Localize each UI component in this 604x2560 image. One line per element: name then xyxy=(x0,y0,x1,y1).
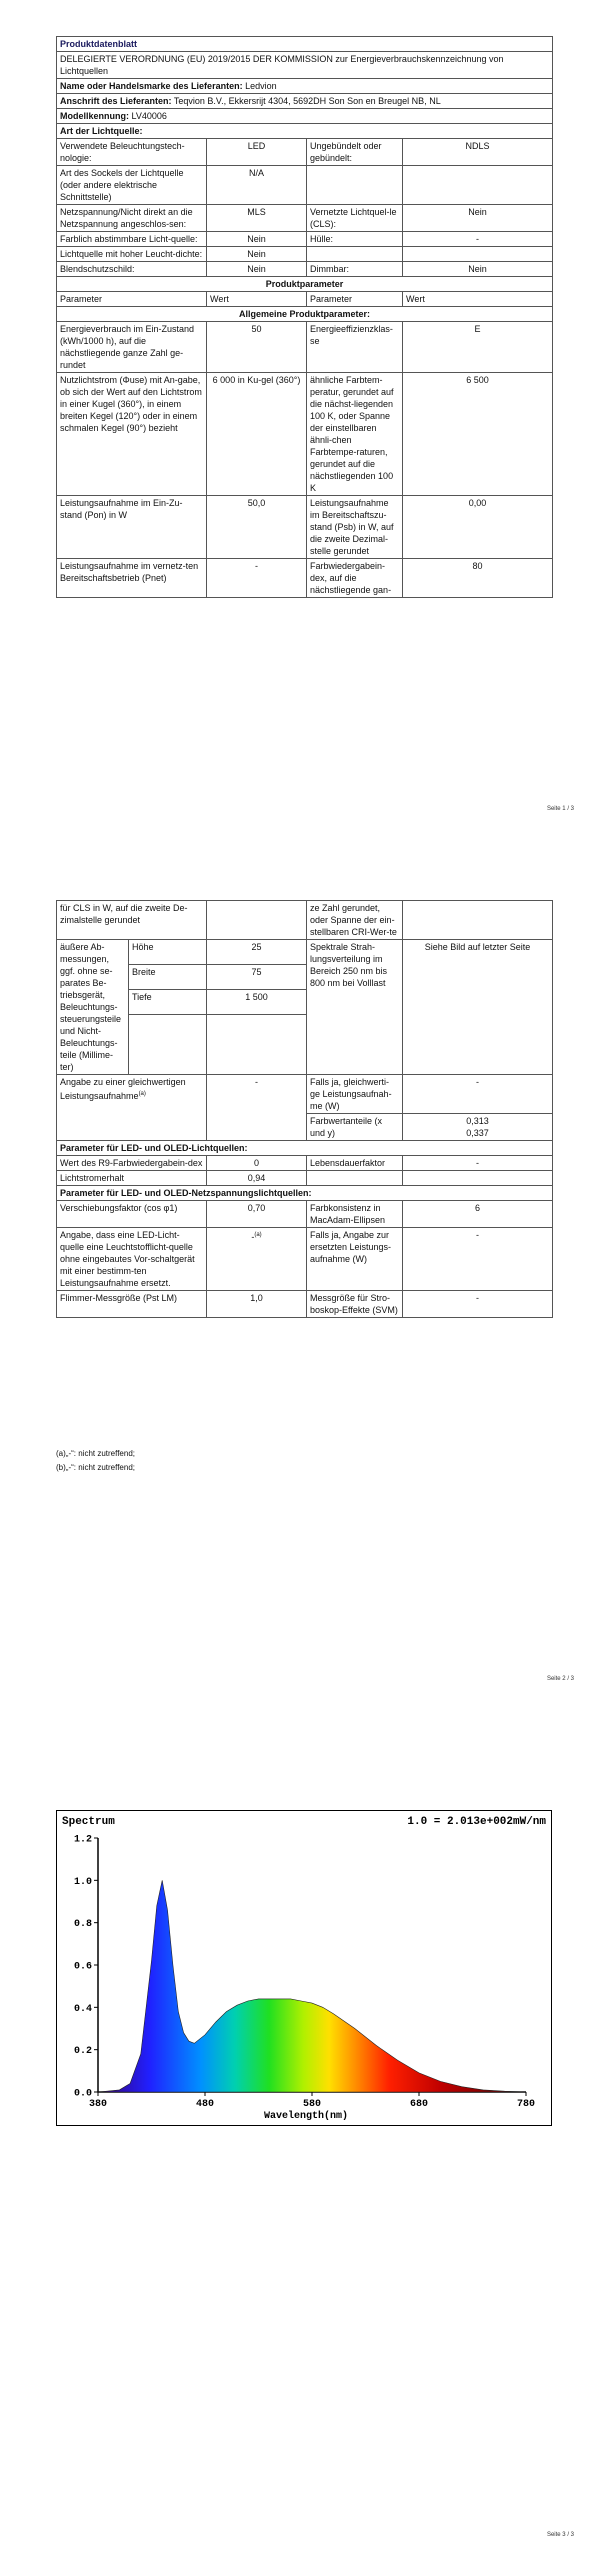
dpf-value: 0,70 xyxy=(207,1201,307,1228)
param-value: 80 xyxy=(403,559,553,598)
supplier-name-label: Name oder Handelsmarke des Lieferanten: xyxy=(60,81,243,91)
life-label: Lebensdauerfaktor xyxy=(307,1156,403,1171)
page-number-2: Seite 2 / 3 xyxy=(546,1676,574,1682)
y-tick-label: 0.2 xyxy=(73,2046,92,2058)
dim-value: 25 xyxy=(207,940,307,965)
life-value: - xyxy=(403,1156,553,1171)
chart-title: Spectrum xyxy=(62,1816,115,1828)
table-row xyxy=(57,1171,553,1186)
x-tick-label: 680 xyxy=(409,2099,429,2110)
y-tick-label: 1.0 xyxy=(73,1876,92,1888)
x-axis-label: Wavelength(nm) xyxy=(263,2111,349,2122)
table-row xyxy=(57,166,553,205)
table-row xyxy=(57,901,553,940)
regulation-text: DELEGIERTE VERORDNUNG (EU) 2019/2015 DER KOMMISSION zur Energieverbrauchskennzeichnung von Lichtquellen xyxy=(57,52,553,79)
fluo-label: Angabe, dass eine LED-Licht-quelle eine Leuchtstofflicht-quelle ohne eingebautes Vor-schaltgerät mit einer bestimm-ten Leistungsaufnahme ersetzt. xyxy=(57,1228,207,1291)
page-1 xyxy=(0,36,553,598)
x-tick-label: 580 xyxy=(302,2099,322,2110)
param-value: 6 000 in Ku-gel (360°) xyxy=(207,373,307,496)
model-label: Modellkennung: xyxy=(60,111,129,121)
param-label: Leistungsaufnahme im vernetz-ten Bereitschaftsbetrieb (Pnet) xyxy=(57,559,207,598)
param-label: ähnliche Farbtem-peratur, gerundet auf die nächst-liegenden 100 K, oder Spanne der einstellbaren ähnli-chen Farbtempe-raturen, gerundet auf die nächstliegenden 100 K xyxy=(307,373,403,496)
fluo-value xyxy=(207,1228,307,1291)
table-row xyxy=(57,1201,553,1228)
equiv-label-text: Angabe zu einer gleichwertigen Leistungsaufnahme xyxy=(60,1077,186,1101)
flicker-value: 1,0 xyxy=(207,1291,307,1318)
param-label: Energieverbrauch im Ein-Zustand (kWh/1000 h), auf die nächstliegende ganze Zahl ge-rundet xyxy=(57,322,207,373)
continued-label-2: ze Zahl gerundet, oder Spanne der ein-stellbaren CRI-Wer-te xyxy=(307,901,403,940)
row-value: Nein xyxy=(207,247,307,262)
r9-value: 0 xyxy=(207,1156,307,1171)
footnote-marker: (a) xyxy=(138,1091,146,1097)
row-label: Netzspannung/Nicht direkt an die Netzspannung angeschlos-sen: xyxy=(57,205,207,232)
row-label: Vernetzte Lichtquel-le (CLS): xyxy=(307,205,403,232)
macadam-label: Farbkonsistenz in MacAdam-Ellipsen xyxy=(307,1201,403,1228)
equiv-value: - xyxy=(207,1075,307,1141)
param-value: 50,0 xyxy=(207,496,307,559)
row-value: LED xyxy=(207,139,307,166)
maint-value: 0,94 xyxy=(207,1171,307,1186)
dim-empty-value xyxy=(207,1015,307,1075)
table-row xyxy=(57,205,553,232)
param-value: 0,00 xyxy=(403,496,553,559)
page-number-3: Seite 3 / 3 xyxy=(546,2532,574,2538)
chroma-x: 0,313 xyxy=(466,1116,489,1126)
spectral-label: Spektrale Strah-lungsverteilung im Bereich 250 nm bis 800 nm bei Volllast xyxy=(307,940,403,1075)
cwr-value: - xyxy=(403,1075,553,1114)
param-label: Energieeffizienzklas-se xyxy=(307,322,403,373)
row-label xyxy=(307,247,403,262)
macadam-value: 6 xyxy=(403,1201,553,1228)
supplier-address-row xyxy=(57,94,553,109)
column-header: Parameter xyxy=(57,292,207,307)
row-value: - xyxy=(403,232,553,247)
supplier-address: Teqvion B.V., Ekkersrijt 4304, 5692DH Son Son en Breugel NB, NL xyxy=(173,96,441,106)
param-value: - xyxy=(207,559,307,598)
y-tick-label: 0.8 xyxy=(73,1919,92,1931)
datasheet-table-2 xyxy=(56,900,553,1318)
table-row xyxy=(57,1156,553,1171)
model-row xyxy=(57,109,553,124)
param-value: E xyxy=(403,322,553,373)
row-value xyxy=(403,247,553,262)
header-row xyxy=(57,292,553,307)
table-row xyxy=(57,322,553,373)
continued-label: für CLS in W, auf die zweite De-zimalstelle gerundet xyxy=(57,901,207,940)
row-label: Verwendete Beleuchtungstech-nologie: xyxy=(57,139,207,166)
page-number-1: Seite 1 / 3 xyxy=(546,806,574,812)
column-header: Wert xyxy=(403,292,553,307)
param-label: Leistungsaufnahme im Ein-Zu-stand (Pon) in W xyxy=(57,496,207,559)
row-value: Nein xyxy=(207,232,307,247)
row-label: Ungebündelt oder gebündelt: xyxy=(307,139,403,166)
continued-value xyxy=(207,901,307,940)
row-label: Blendschutzschild: xyxy=(57,262,207,277)
supplier-name-row xyxy=(57,79,553,94)
dimensions-label: äußere Ab-messungen, ggf. ohne se-parates Be-triebsgerät, Beleuchtungs-steuerungsteile und Nicht-Beleuchtungs-teile (Millime-ter) xyxy=(57,940,129,1075)
table-row xyxy=(57,496,553,559)
page-2 xyxy=(0,900,553,1318)
chroma-y: 0,337 xyxy=(466,1128,489,1138)
dim-name: Tiefe xyxy=(129,990,207,1015)
flicker-label: Flimmer-Messgröße (Pst LM) xyxy=(57,1291,207,1318)
dim-value: 75 xyxy=(207,965,307,990)
dim-value: 1 500 xyxy=(207,990,307,1015)
y-tick-label: 0.6 xyxy=(73,1961,92,1973)
table-row xyxy=(57,373,553,496)
row-label: Art des Sockels der Lichtquelle (oder andere elektrische Schnittstelle) xyxy=(57,166,207,205)
y-tick-label: 1.2 xyxy=(73,1834,92,1846)
fluo-power-value: - xyxy=(403,1228,553,1291)
empty-cell xyxy=(403,1171,553,1186)
led-oled-heading: Parameter für LED- und OLED-Lichtquellen: xyxy=(57,1141,553,1156)
table-row xyxy=(57,1228,553,1291)
mains-heading: Parameter für LED- und OLED-Netzspannungslichtquellen: xyxy=(57,1186,553,1201)
spectral-value: Siehe Bild auf letzter Seite xyxy=(403,940,553,1075)
row-value: NDLS xyxy=(403,139,553,166)
spectrum-svg xyxy=(56,1810,552,2126)
table-row xyxy=(57,559,553,598)
x-tick-label: 780 xyxy=(516,2099,536,2110)
row-label: Farblich abstimmbare Licht-quelle: xyxy=(57,232,207,247)
table-row xyxy=(57,262,553,277)
r9-label: Wert des R9-Farbwiedergabein-dex xyxy=(57,1156,207,1171)
row-label: Dimmbar: xyxy=(307,262,403,277)
row-value xyxy=(403,166,553,205)
table-row xyxy=(57,139,553,166)
produktparameter-heading: Produktparameter xyxy=(57,277,553,292)
spectrum-chart xyxy=(56,1810,552,2126)
footnote-b: (b)„-“: nicht zutreffend; xyxy=(56,1463,135,1472)
dim-empty xyxy=(129,1015,207,1075)
dim-name: Höhe xyxy=(129,940,207,965)
dim-name: Breite xyxy=(129,965,207,990)
table-row xyxy=(57,247,553,262)
table-row xyxy=(57,1075,553,1114)
y-tick-label: 0.4 xyxy=(73,2003,92,2015)
table-row xyxy=(57,940,553,965)
footnote-a: (a)„-“: nicht zutreffend; xyxy=(56,1449,135,1458)
table-row xyxy=(57,232,553,247)
strobo-label: Messgröße für Stro-boskop-Effekte (SVM) xyxy=(307,1291,403,1318)
page-title: Produktdatenblatt xyxy=(57,37,553,52)
supplier-name: Ledvion xyxy=(245,81,277,91)
chart-scale-note: 1.0 = 2.013e+002mW/nm xyxy=(407,1816,546,1828)
table-row xyxy=(57,1291,553,1318)
row-label: Hülle: xyxy=(307,232,403,247)
model-value: LV40006 xyxy=(131,111,167,121)
param-label: Farbwiedergabein-dex, auf die nächstliegende gan- xyxy=(307,559,403,598)
y-tick-label: 0.0 xyxy=(73,2088,92,2100)
x-tick-label: 480 xyxy=(195,2099,215,2110)
allgemeine-heading: Allgemeine Produktparameter: xyxy=(57,307,553,322)
maint-label: Lichtstromerhalt xyxy=(57,1171,207,1186)
equiv-label xyxy=(57,1075,207,1141)
column-header: Wert xyxy=(207,292,307,307)
empty-cell xyxy=(307,1171,403,1186)
row-value: MLS xyxy=(207,205,307,232)
x-tick-label: 380 xyxy=(88,2099,108,2110)
chroma-values xyxy=(403,1114,553,1141)
row-value: N/A xyxy=(207,166,307,205)
param-label: Leistungsaufnahme im Bereitschaftszu-stand (Psb) in W, auf die zweite Dezimal-stelle gerundet xyxy=(307,496,403,559)
row-value: Nein xyxy=(403,205,553,232)
strobo-value: - xyxy=(403,1291,553,1318)
row-label xyxy=(307,166,403,205)
param-value: 6 500 xyxy=(403,373,553,496)
row-label: Lichtquelle mit hoher Leucht-dichte: xyxy=(57,247,207,262)
dpf-label: Verschiebungsfaktor (cos φ1) xyxy=(57,1201,207,1228)
param-value: 50 xyxy=(207,322,307,373)
param-label: Nutzlichtstrom (Φuse) mit An-gabe, ob sich der Wert auf den Lichtstrom in einer Kugel (360°), in einem breiten Kegel (120°) oder in einem schmalen Kegel (90°) bezieht xyxy=(57,373,207,496)
supplier-address-label: Anschrift des Lieferanten: xyxy=(60,96,172,106)
row-value: Nein xyxy=(403,262,553,277)
column-header: Parameter xyxy=(307,292,403,307)
fluo-value-text: - xyxy=(251,1232,255,1242)
continued-value-2 xyxy=(403,901,553,940)
footnote-marker: (a) xyxy=(254,1232,262,1238)
datasheet-table-1 xyxy=(56,36,553,598)
cwr-label: Falls ja, gleichwerti-ge Leistungsaufnah-me (W) xyxy=(307,1075,403,1114)
type-label: Art der Lichtquelle: xyxy=(57,124,553,139)
row-value: Nein xyxy=(207,262,307,277)
fluo-power-label: Falls ja, Angabe zur ersetzten Leistungs-aufnahme (W) xyxy=(307,1228,403,1291)
chroma-label: Farbwertanteile (x und y) xyxy=(307,1114,403,1141)
